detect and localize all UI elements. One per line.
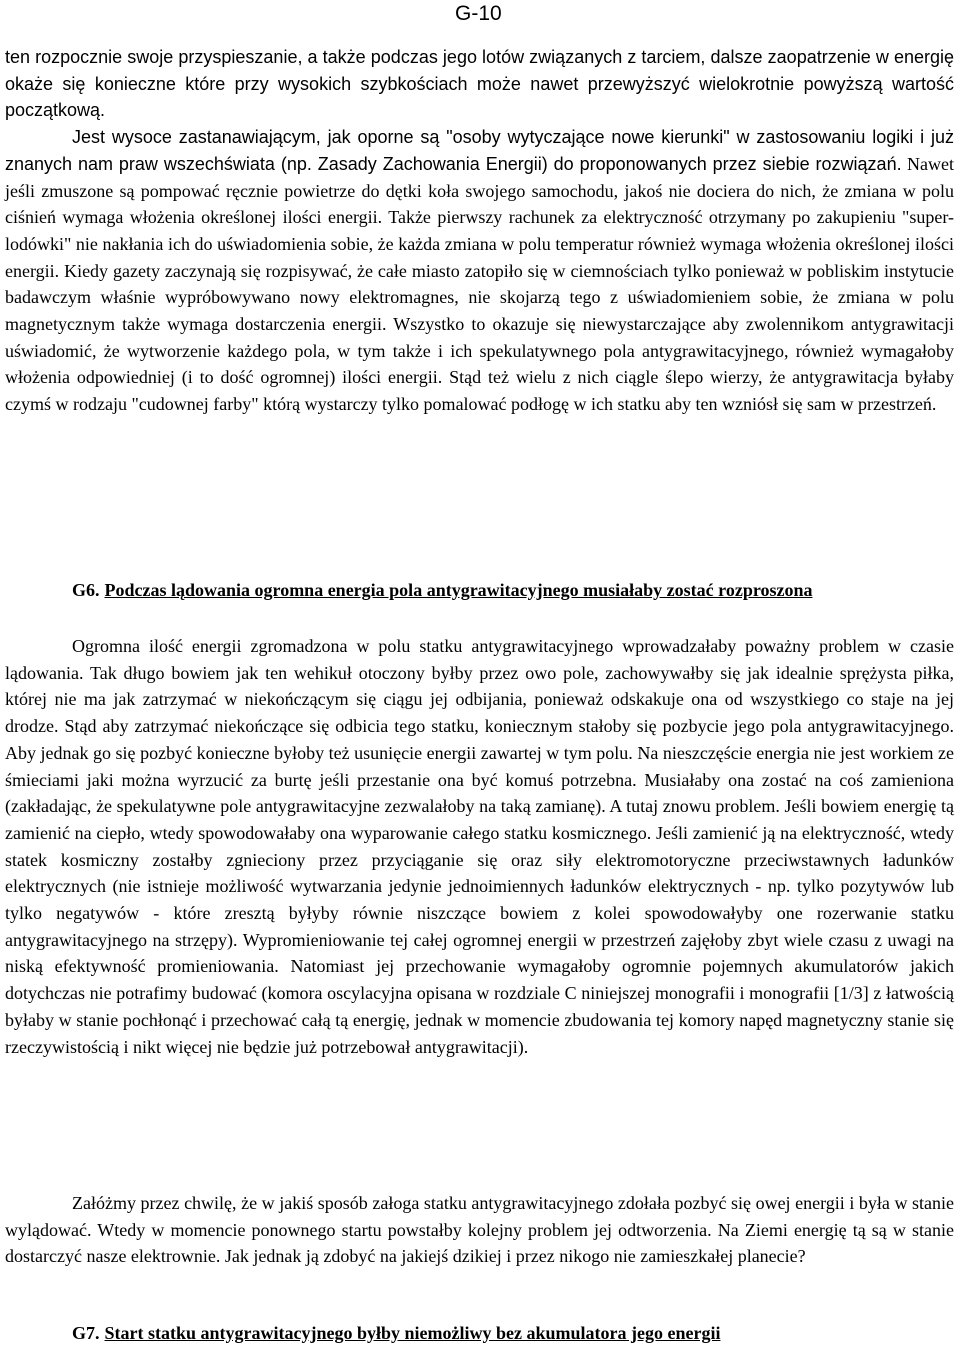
g6-paragraph-1: Ogromna ilość energii zgromadzona w polu statku antygrawitacyjnego wprowadzałaby poważny problem w czasie lądowania. Tak długo bowiem jak ten wehikuł otoczony byłby przez owo pole, zachowywałby się jak idealnie sprężysta piłka, której nie ma jak zatrzymać w niekończącym się ciągu jej odbijania, ponieważ odskakuje ona od wszystkiego co staje na jej drodze. Stąd aby zatrzymać niekończące się odbicia tego statku, koniecznym stałoby się pozbycie jego pola antygrawitacyjnego. Aby jednak go się pozbyć konieczne byłoby też usunięcie energii zawartej w tym polu. Na nieszczęście energia nie jest workiem ze śmieciami jaki można wyrzucić za burtę jeśli przestanie ona być komuś potrzebna. Musiałaby ona zostać na coś zamieniona (zakładając, że spekulatywne pole antygrawitacyjne zezwalałoby na taką zamianę). A tutaj znowu problem. Jeśli bowiem energię tą zamienić na ciepło, wtedy spowodowałaby ona wyparowanie całego statku kosmicznego. Jeśli zamienić ją na elektryczność, wtedy statek kosmiczny zostałby zgnieciony przez przyciąganie się oraz siły elektromotoryczne przeciwstawnych ładunków elektrycznych (nie istnieje możliwość wytwarzania jedynie jednoimiennych ładunków elektrycznych - np. tylko pozytywów lub tylko negatywów - które zresztą byłyby równie niszczące bowiem z kolei spowodowałyby one rozerwanie statku antygrawitacyjnego na strzępy). Wypromieniowanie tej całej ogromnej energii w przestrzeń zajęłoby zbyt wiele czasu z uwagi na niską efektywność promieniowania. Natomiast jej przechowanie wymagałoby ogromnie pojemnych akumulatorów jakich dotychczas nie potrafimy budować (komora oscylacyjna opisana w rozdziale C niniejszej monografii i monografii [1/3] z łatwością byłaby w stanie pochłonąć i przechować całą tą energię, jednak w momencie zbudowania tej komory napęd magnetyczny stanie się rzeczywistością i nikt więcej nie będzie już potrzebował antygrawitacji).: [5, 636, 954, 1057]
page-number: G-10: [455, 2, 502, 25]
section-title: Start statku antygrawitacyjnego byłby niemożliwy bez akumulatora jego energii: [104, 1323, 721, 1343]
section-number: G7.: [72, 1323, 100, 1343]
intro-opening-text: ten rozpocznie swoje przyspieszanie, a także podczas jego lotów związanych z tarciem, dalsze zaopatrzenie w energię okaże się konieczne które przy wysokich szybkościach może nawet przewyższyć wielokrotnie powyższą wartość początkową.: [5, 47, 954, 121]
intro-paragraph-serif: Nawet jeśli zmuszone są pompować ręcznie powietrze do dętki koła swojego samochodu, jakoś nie dociera do nich, że zmiana w polu ciśnień wymaga włożenia określonej ilości energii. Także pierwszy rachunek za elektryczność otrzymany po zakupieniu "super-lodówki" nie nakłania ich do uświadomienia sobie, że każda zmiana w polu temperatur również wymaga włożenia określonej ilości energii. Kiedy gazety zaczynają się rozpisywać, że całe miasto zatopiło się w ciemnościach tylko ponieważ w pobliskim instytucie badawczym właśnie wypróbowywano nowy elektromagnes, nie skojarzą tego z uświadomieniem sobie, że zmiana w polu magnetycznym także wymaga dostarczenia energii. Wszystko to okazuje się niewystarczające aby zwolennikom antygrawitacji uświadomić, że wytworzenie każdego pola, w tym także i ich spekulatywnego pola antygrawitacyjnego, również wymagałoby włożenia odpowiedniej (i to dość ogromnej) ilości energii. Stąd też wielu z nich ciągle ślepo wierzy, że antygrawitacja byłaby czymś w rodzaju "cudownej farby" którą wystarczy tylko pomalować podłogę w ich statku aby ten wzniósł się sam w przestrzeń.: [5, 153, 955, 415]
section-number: G6.: [72, 580, 100, 600]
section-title: Podczas lądowania ogromna energia pola antygrawitacyjnego musiałaby zostać rozproszona: [104, 580, 813, 600]
intro-text: [5, 44, 954, 418]
intro-paragraph-sans: Jest wysoce zastanawiającym, jak oporne są "osoby wytyczające nowe kierunki" w zastosowaniu logiki i już znanych nam praw wszechświata (np. Zasady Zachowania Energii) do proponowanych przez siebie rozwiązań.: [5, 127, 954, 174]
section-heading-g7: [72, 1323, 720, 1344]
g6-paragraph-2: Załóżmy przez chwilę, że w jakiś sposób załoga statku antygrawitacyjnego zdołała pozbyć się owej energii i była w stanie wylądować. Wtedy w momencie ponownego startu powstałby kolejny problem jej odtworzenia. Na Ziemi energię tą są w stanie dostarczyć nasze elektrownie. Jak jednak ją zdobyć na jakiejś dzikiej i przez nikogo nie zamieszkałej planecie?: [5, 1193, 954, 1267]
section-heading-g6: [72, 580, 813, 601]
